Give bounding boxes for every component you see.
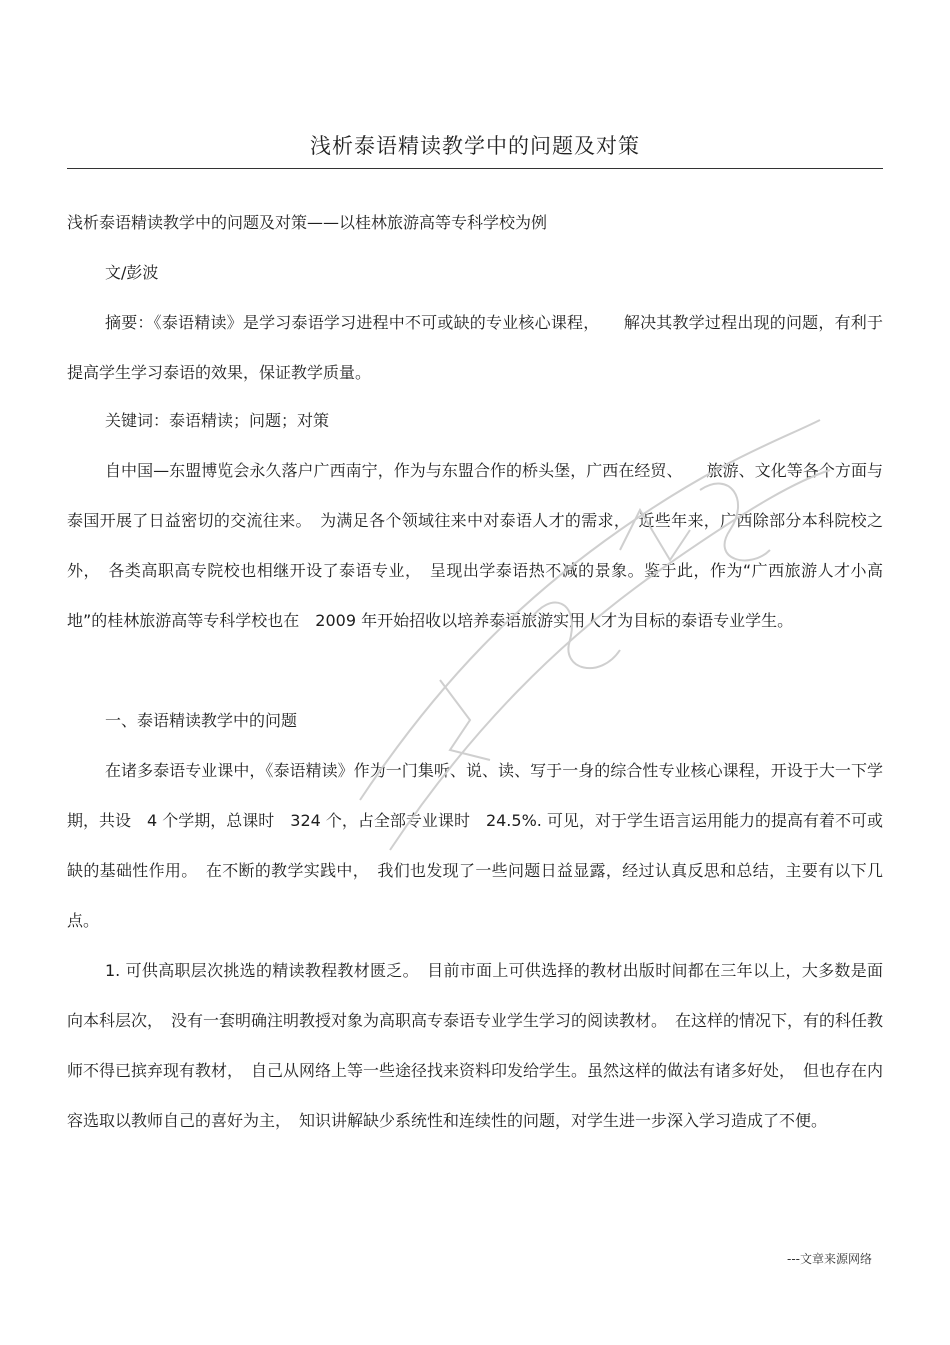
document-subtitle: 浅析泰语精读教学中的问题及对策——以桂林旅游高等专科学校为例 [67, 213, 548, 232]
abstract-paragraph: 摘要：《泰语精读》是学习泰语学习进程中不可或缺的专业核心课程， 解决其教学过程出现的问题，有利于提高学生学习泰语的效果，保证教学质量。 [67, 313, 883, 382]
section-heading: 一、泰语精读教学中的问题 [105, 711, 298, 730]
title-divider [67, 168, 883, 169]
section-paragraph: 在诸多泰语专业课中，《泰语精读》作为一门集听、说、读、写于一身的综合性专业核心课程，开设于大一下学期，共设 4 个学期，总课时 324 个，占全部专业课时 24.5%. 可见，对于学生语言运用能力的提高有着不可或缺的基础性作用。 在不断的教学实践中， 我们也发现了一些问题日益显露，经过认真反思和总结，主要有以下几点。 [67, 761, 883, 930]
intro-paragraph: 自中国—东盟博览会永久落户广西南宁，作为与东盟合作的桥头堡，广西在经贸、 旅游、文化等各个方面与泰国开展了日益密切的交流往来。 为满足各个领域往来中对泰语人才的需求， 近些年来，广西除部分本科院校之外， 各类高职高专院校也相继开设了泰语专业， 呈现出学泰语热不减的景象。鉴于此，作为“广西旅游人才小高地”的桂林旅游高等专科学校也在 2009 年开始招收以培养泰语旅游实用人才为目标的泰语专业学生。 [67, 461, 883, 630]
numbered-paragraph: 1. 可供高职层次挑选的精读教程教材匮乏。 目前市面上可供选择的教材出版时间都在三年以上，大多数是面向本科层次， 没有一套明确注明教授对象为高职高专泰语专业学生学习的阅读教材。 在这样的情况下，有的科任教师不得已摈弃现有教材， 自己从网络上等一些途径找来资料印发给学生。虽然这样的做法有诸多好处， 但也存在内容选取以教师自己的喜好为主， 知识讲解缺少系统性和连续性的问题，对学生进一步深入学习造成了不便。 [67, 961, 884, 1130]
document-title: 浅析泰语精读教学中的问题及对策 [310, 134, 640, 158]
keywords-line: 关键词：泰语精读；问题；对策 [105, 411, 330, 430]
author-line: 文/彭波 [105, 263, 159, 282]
source-footer: ---文章来源网络 [787, 1252, 872, 1266]
